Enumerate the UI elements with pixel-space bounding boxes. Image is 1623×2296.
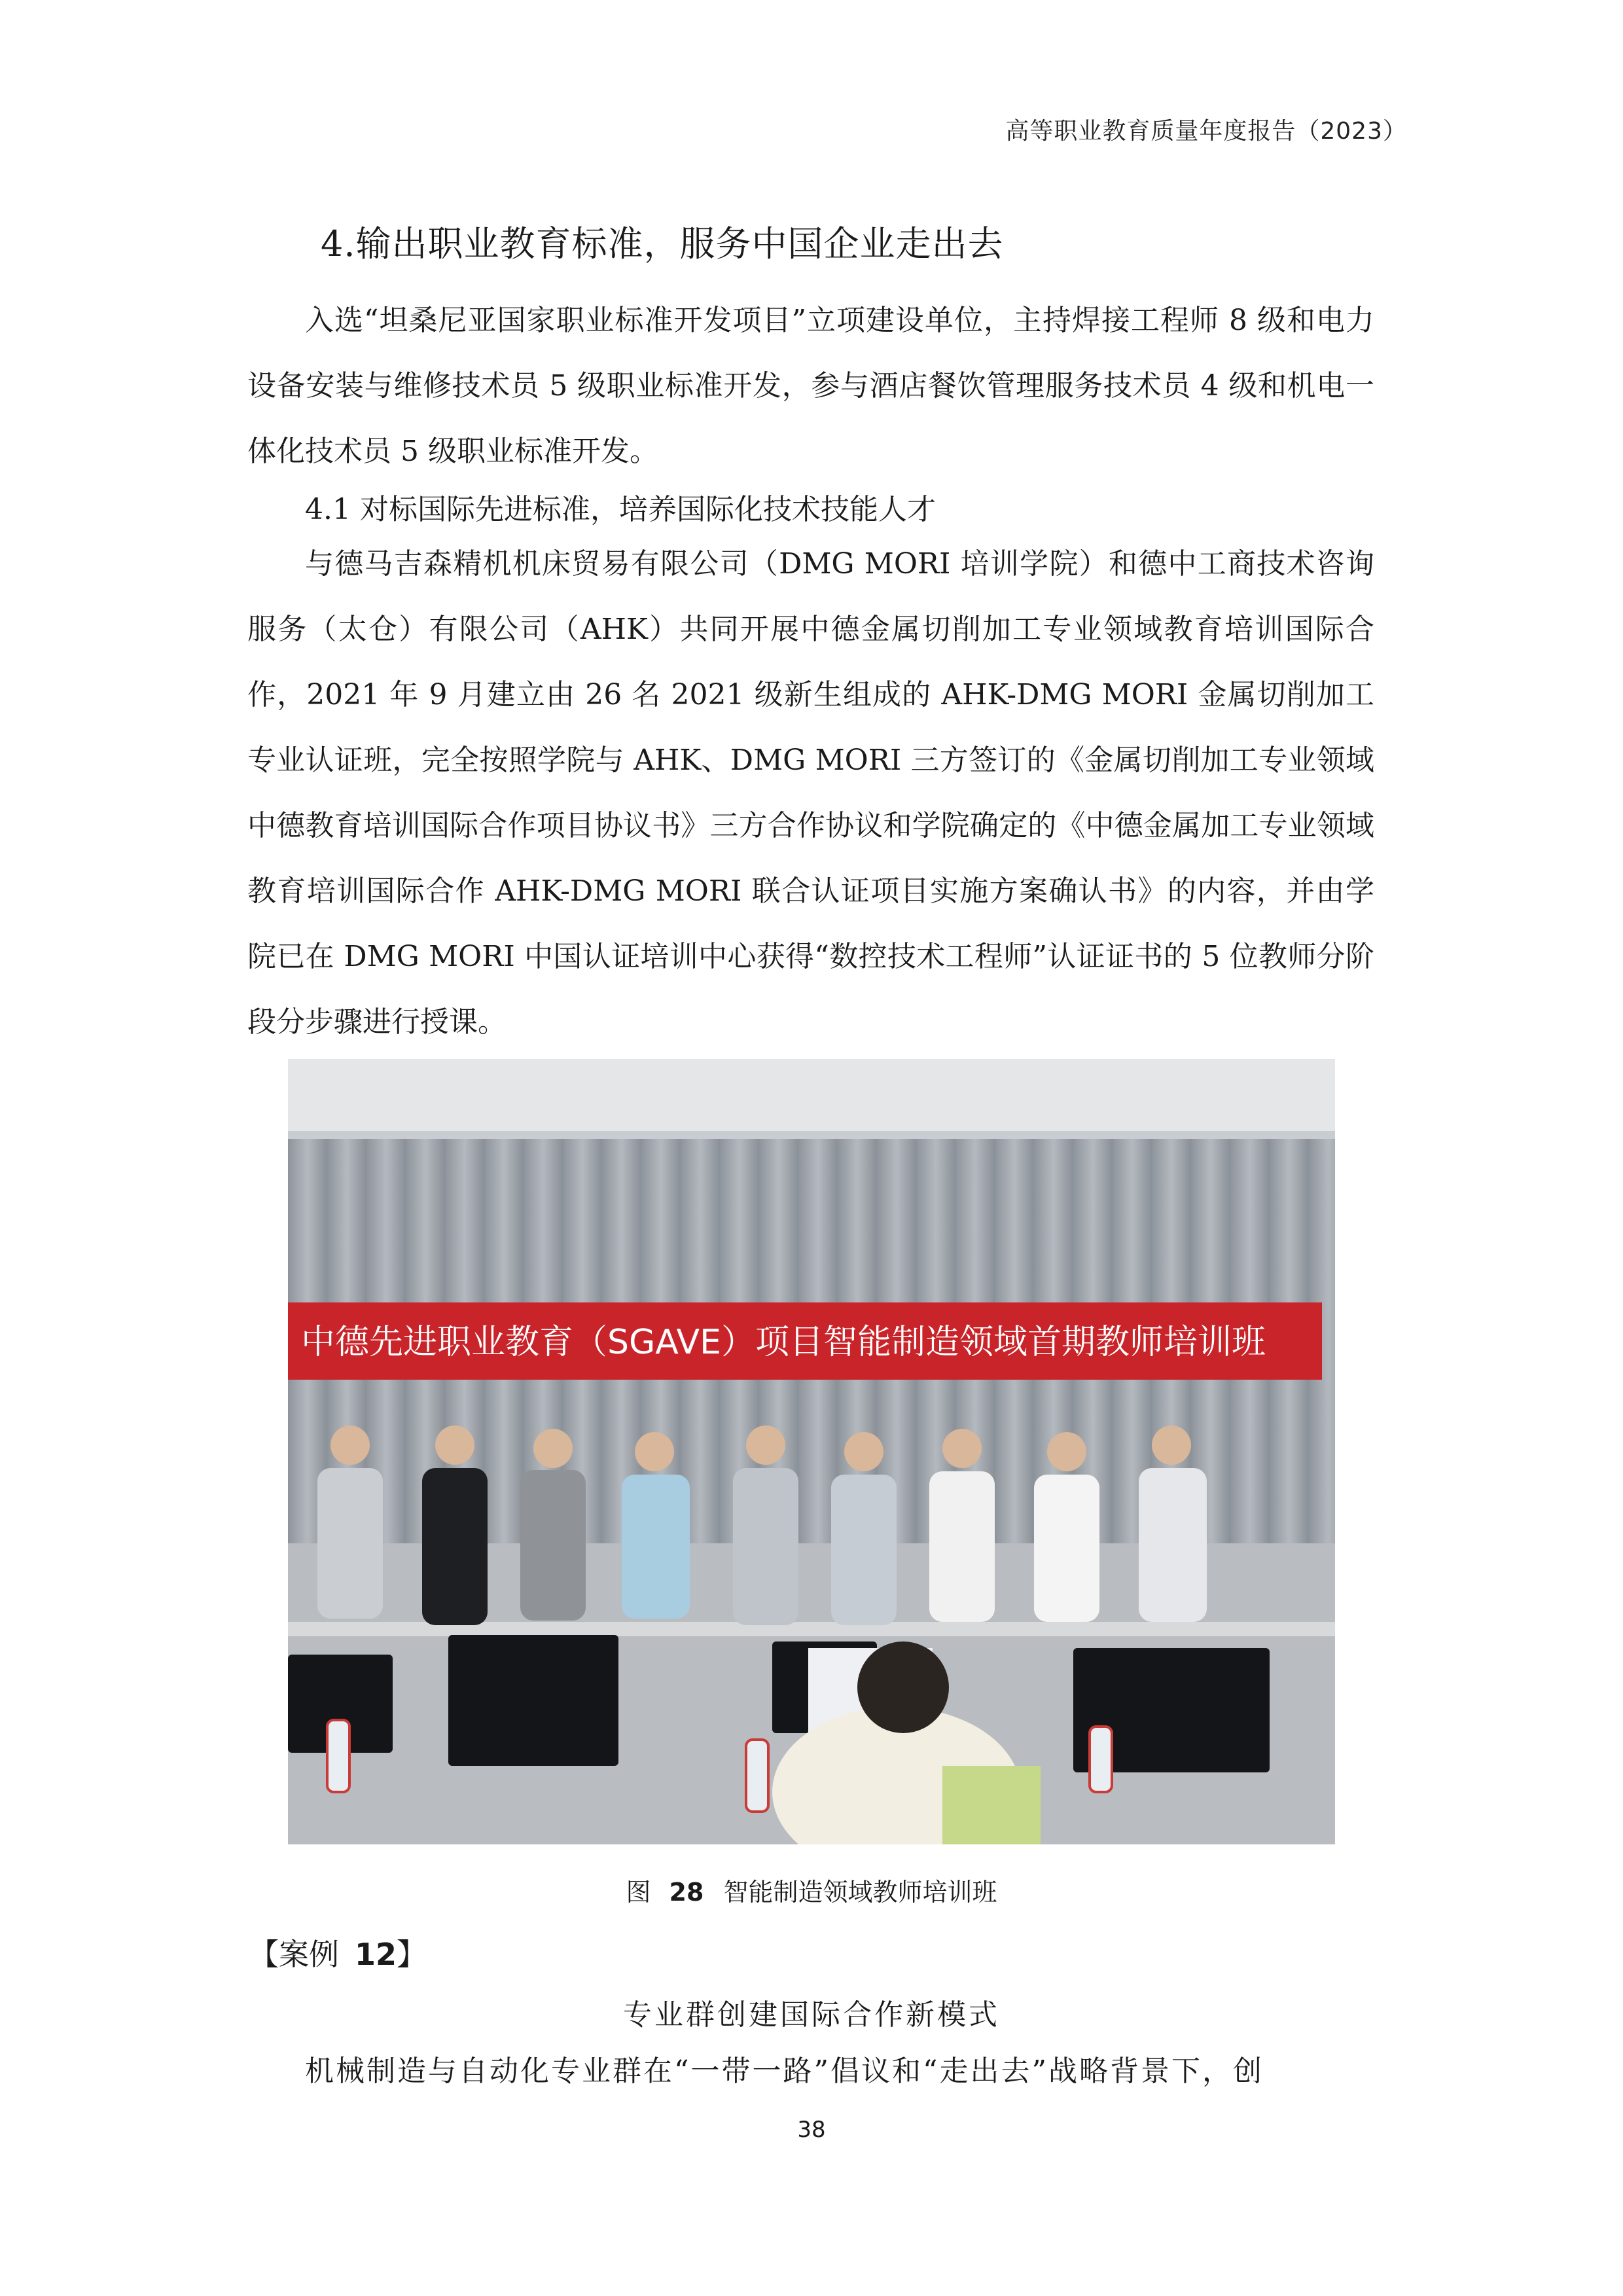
figure-title: 智能制造领域教师培训班: [723, 1878, 997, 1907]
case-number: 12: [355, 1937, 397, 1972]
banner-text: 中德先进职业教育（SGAVE）项目智能制造领域首期教师培训班: [301, 1323, 1266, 1362]
page-number: 38: [797, 2117, 826, 2143]
report-header-title: 高等职业教育质量年度报告（2023）: [1005, 118, 1407, 145]
case-bracket-open: 【案例: [249, 1937, 339, 1972]
figure-caption: [0, 1872, 1623, 1908]
paragraph-cooperation: 与德马吉森精机机床贸易有限公司（DMG MORI 培训学院）和德中工商技术咨询服务（太仓）有限公司（AHK）共同开展中德金属切削加工专业领域教育培训国际合作，2021 年 9 月建立由 26 名 2021 级新生组成的 AHK-DMG MORI 金属切削加工专业认证班，完全按照学院与 AHK、DMG MORI 三方签订的《金属切削加工专业领域中德教育培训国际合作项目协议书》三方合作协议和学院确定的《中德金属加工专业领域教育培训国际合作 AHK-DMG MORI 联合认证项目实施方案确认书》的内容，并由学院已在 DMG MORI 中国认证培训中心获得“数控技术工程师”认证证书的 5 位教师分阶段分步骤进行授课。: [247, 547, 1374, 1039]
paragraph-standards: 入选“坦桑尼亚国家职业标准开发项目”立项建设单位，主持焊接工程师 8 级和电力设备安装与维修技术员 5 级职业标准开发，参与酒店餐饮管理服务技术员 4 级和机电一体化技术员 5 级职业标准开发。: [247, 304, 1374, 468]
figure-number: 28: [669, 1878, 704, 1907]
figure-label: 图: [626, 1878, 651, 1907]
case-label: [249, 1931, 427, 1974]
section-heading: 4.输出职业教育标准，服务中国企业走出去: [321, 223, 1004, 264]
case-bracket-close: 】: [397, 1937, 427, 1972]
case-title: 专业群创建国际合作新模式: [623, 1998, 1000, 2032]
case-paragraph: 机械制造与自动化专业群在“一带一路”倡议和“走出去”战略背景下，创: [305, 2054, 1264, 2088]
training-class-photo: [288, 1059, 1335, 1844]
sub-heading: 4.1 对标国际先进标准，培养国际化技术技能人才: [305, 493, 936, 526]
